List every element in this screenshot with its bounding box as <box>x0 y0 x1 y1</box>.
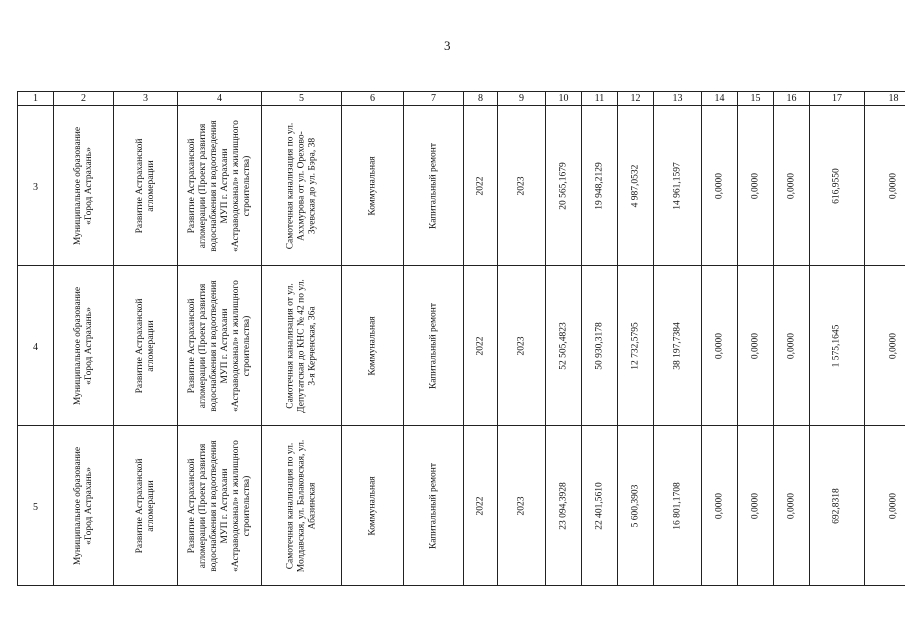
table-cell <box>618 106 654 266</box>
column-header: 18 <box>865 92 905 106</box>
table-cell <box>546 266 582 426</box>
table-cell <box>702 266 738 426</box>
cell-text: Капитальный ремонт <box>428 302 438 389</box>
table-cell <box>546 426 582 586</box>
table-cell <box>702 106 738 266</box>
cell-text: 2022 <box>475 496 485 515</box>
table-cell <box>618 266 654 426</box>
cell-text: 692,8318 <box>831 487 842 524</box>
cell-text: Самотечная канализация по ул. Молдавская, ул. Балаковская, ул. Абазинская <box>285 439 317 572</box>
column-header: 1 <box>18 92 54 106</box>
column-header: 8 <box>464 92 498 106</box>
cell-text: 0,0000 <box>714 332 724 359</box>
cell-text: Муниципальное образование «Город Астрахань» <box>72 126 94 245</box>
table-cell <box>114 266 178 426</box>
column-header: 13 <box>654 92 702 106</box>
cell-text: 16 801,1708 <box>672 481 682 530</box>
cell-text: 0,0000 <box>750 492 760 519</box>
table-cell <box>738 266 774 426</box>
cell-text: 5 600,3903 <box>630 484 640 527</box>
cell-text: 52 505,4823 <box>558 321 568 370</box>
cell-text: 0,0000 <box>714 172 724 199</box>
column-header: 11 <box>582 92 618 106</box>
table-cell <box>54 426 114 586</box>
cell-text: 0,0000 <box>786 332 796 359</box>
header-row <box>18 92 905 106</box>
row-number: 4 <box>33 341 38 353</box>
table-cell <box>404 426 464 586</box>
table-cell <box>18 426 54 586</box>
data-table <box>17 91 905 586</box>
cell-text: 1 575,1645 <box>831 324 842 367</box>
table-cell <box>18 266 54 426</box>
cell-text: Муниципальное образование «Город Астрахань» <box>72 446 94 565</box>
table-cell <box>774 106 810 266</box>
table-cell <box>178 106 262 266</box>
cell-text: Развитие Астраханской агломерации (Проект развития водоснабжения и водоотведения МУП г. Астрахани «Астраводоканал» и жилищного строительства) <box>186 439 252 572</box>
column-header: 6 <box>342 92 404 106</box>
cell-text: Коммунальная <box>367 315 377 376</box>
cell-text: Развитие Астраханской агломерации <box>134 138 156 233</box>
cell-text: 50 930,3178 <box>594 321 604 370</box>
cell-text: 0,0000 <box>750 332 760 359</box>
row-number: 5 <box>33 501 38 513</box>
table-cell <box>54 106 114 266</box>
table-cell <box>774 426 810 586</box>
cell-text: Самотечная канализация от ул. Депутатская до КНС № 42 по ул. 3-я Керченская, 36а <box>285 278 317 413</box>
row-number: 3 <box>33 181 38 193</box>
cell-text: 2023 <box>516 496 526 515</box>
cell-text: 12 732,5795 <box>630 321 640 370</box>
table-cell <box>178 426 262 586</box>
table-cell <box>654 266 702 426</box>
table-cell <box>582 266 618 426</box>
table-cell <box>464 266 498 426</box>
column-header: 2 <box>54 92 114 106</box>
page-number: 3 <box>444 38 451 53</box>
cell-text: 23 094,3928 <box>558 481 568 530</box>
table-row <box>18 426 905 586</box>
table-cell <box>810 106 865 266</box>
table-cell <box>546 106 582 266</box>
cell-text: 2022 <box>475 176 485 195</box>
cell-text: 0,0000 <box>714 492 724 519</box>
cell-text: 2022 <box>475 336 485 355</box>
table-cell <box>404 106 464 266</box>
table-cell <box>498 426 546 586</box>
cell-text: Коммунальная <box>367 475 377 536</box>
table-cell <box>404 266 464 426</box>
table-cell <box>654 106 702 266</box>
table-cell <box>342 266 404 426</box>
table-cell <box>114 106 178 266</box>
cell-text: Муниципальное образование «Город Астрахань» <box>72 286 94 405</box>
table-cell <box>262 266 342 426</box>
cell-text: 0,0000 <box>750 172 760 199</box>
cell-text: Развитие Астраханской агломерации <box>134 458 156 553</box>
cell-text: Развитие Астраханской агломерации (Проект развития водоснабжения и водоотведения МУП г. Астрахани «Астраводоканал» и жилищного строительства) <box>186 119 252 252</box>
column-header: 9 <box>498 92 546 106</box>
table-cell <box>342 106 404 266</box>
cell-text: 4 987,0532 <box>630 164 640 207</box>
cell-text: Капитальный ремонт <box>428 142 438 229</box>
column-header: 15 <box>738 92 774 106</box>
cell-text: 0,0000 <box>888 492 898 519</box>
table-cell <box>582 106 618 266</box>
table-cell <box>498 266 546 426</box>
table-cell <box>498 106 546 266</box>
table-cell <box>54 266 114 426</box>
table-cell <box>262 106 342 266</box>
cell-text: Развитие Астраханской агломерации <box>134 298 156 393</box>
table-cell <box>464 426 498 586</box>
cell-text: 2023 <box>516 336 526 355</box>
table-cell <box>810 266 865 426</box>
cell-text: Капитальный ремонт <box>428 462 438 549</box>
table-cell <box>114 426 178 586</box>
table-cell <box>865 266 905 426</box>
cell-text: 616,9550 <box>831 167 842 204</box>
column-header: 3 <box>114 92 178 106</box>
table-cell <box>738 106 774 266</box>
table-row <box>18 266 905 426</box>
table-cell <box>774 266 810 426</box>
table-cell <box>342 426 404 586</box>
table-cell <box>18 106 54 266</box>
column-header: 12 <box>618 92 654 106</box>
cell-text: 0,0000 <box>786 492 796 519</box>
cell-text: Развитие Астраханской агломерации (Проект развития водоснабжения и водоотведения МУП г. Астрахани «Астраводоканал» и жилищного строительства) <box>186 279 252 412</box>
table-cell <box>865 106 905 266</box>
table-cell <box>654 426 702 586</box>
table-cell <box>464 106 498 266</box>
table-cell <box>738 426 774 586</box>
table-cell <box>262 426 342 586</box>
column-header: 17 <box>810 92 865 106</box>
cell-text: 20 565,1679 <box>558 161 568 210</box>
column-header: 10 <box>546 92 582 106</box>
cell-text: 22 401,5610 <box>594 481 604 530</box>
cell-text: 38 197,7384 <box>672 321 682 370</box>
cell-text: 19 948,2129 <box>594 161 604 210</box>
table-cell <box>582 426 618 586</box>
table-cell <box>178 266 262 426</box>
column-header: 7 <box>404 92 464 106</box>
cell-text: Самотечная канализация по ул. Аххмурова от ул. Орехово-Зуевская до ул. Бэра, 38 <box>285 122 317 249</box>
table-cell <box>618 426 654 586</box>
cell-text: Коммунальная <box>367 155 377 216</box>
table-cell <box>702 426 738 586</box>
table-cell <box>810 426 865 586</box>
column-header: 5 <box>262 92 342 106</box>
column-header: 4 <box>178 92 262 106</box>
column-header: 16 <box>774 92 810 106</box>
table-row <box>18 106 905 266</box>
cell-text: 0,0000 <box>888 172 898 199</box>
cell-text: 0,0000 <box>786 172 796 199</box>
column-header: 14 <box>702 92 738 106</box>
table-cell <box>865 426 905 586</box>
cell-text: 14 961,1597 <box>672 161 682 210</box>
cell-text: 0,0000 <box>888 332 898 359</box>
cell-text: 2023 <box>516 176 526 195</box>
